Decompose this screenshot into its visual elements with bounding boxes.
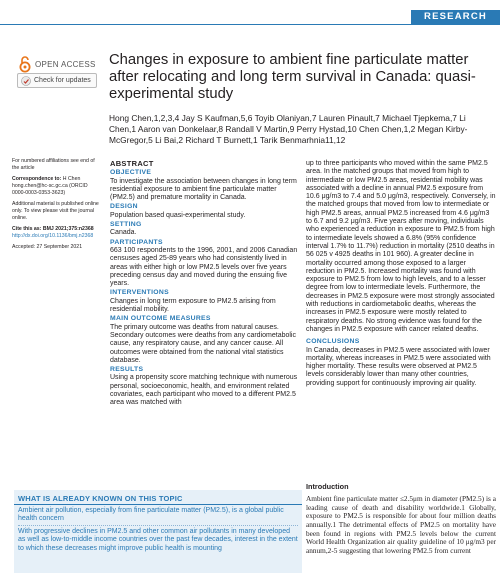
what-is-known-box (14, 490, 302, 573)
banner-rule (0, 24, 500, 25)
abstract-column-2 (306, 160, 496, 388)
known-item-1: Ambient air pollution, especially from fine particulate matter (PM2.5), is a global public health concern (18, 507, 284, 523)
setting-text: Canada. (110, 229, 137, 237)
objective-text: To investigate the association between changes in long term residential exposure to ambient fine particulate matter (PM2.5) and premature mortality in Canada. (110, 177, 297, 202)
objective-heading: OBJECTIVE (110, 169, 152, 177)
introduction-text: Ambient fine particulate matter ≤2.5μm in diameter (PM2.5) is a leading cause of death and disability worldwide.1 Globally, exposure to PM2.5 is responsible for about four million deaths annually.1 The detrimental effects of PM2.5 on mortality have been found in regions with PM2.5 levels below the current World Health Organization air quality guideline of 10 μg/m3 per annum,2-5 suggesting that lowering PM2.5 from current (306, 494, 496, 555)
introduction-heading: Introduction (306, 482, 349, 491)
introduction-section (306, 483, 496, 555)
what-is-known-rule (14, 504, 302, 505)
cite-label: Cite this as: BMJ 2021;375:n2368 (12, 226, 94, 232)
check-for-updates-button[interactable] (17, 73, 97, 88)
open-access-label: OPEN ACCESS (35, 59, 96, 69)
results-continued-text: up to three participants who moved within the same PM2.5 area. In the matched groups that moved from high to intermediate or low PM2.5 areas, residential mobility was associated with a decline in annual PM2.5 exposure from 10.6 μg/m3 to 7.4 and 5.0 μg/m3, respectively. Conversely, in the matched groups that moved from low to intermediate or high PM2.5 areas, annual PM2.5 increased from 4.6 μg/m3 to 6.7 and 9.2 μg/m3. Five years after moving, individuals who experienced a reduction in exposure to PM2.5 from high to intermediate levels showed a 6.8% (95% confidence interval 1.7% to 11.7%) reduction in mortality (2510 deaths in 56 025 v 4925 deaths in 101 960). A greater decline in mortality occurred among those exposed to a larger reduction in PM2.5. Increased mortality was found with exposure to PM2.5 from low to high levels, and to a lesser degree from low to intermediate levels. Furthermore, the decreases in PM2.5 exposure were most strongly associated with reductions in cardiometabolic deaths, whereas the increases in PM2.5 exposure were mostly related to respiratory deaths. No strong evidence was found for the changes in PM2.5 exposure with cancer related deaths. (306, 160, 496, 333)
participants-text: 663 100 respondents to the 1996, 2001, and 2006 Canadian censuses aged 25-89 years who had consistently lived in areas with either high or low PM2.5 levels over five years preceding census day and moved during the ensuing five years. (110, 246, 298, 288)
journal-banner (0, 0, 500, 25)
affiliations-note: For numbered affiliations see end of the article (12, 158, 95, 171)
open-access-badge[interactable] (18, 55, 96, 73)
check-updates-icon (21, 76, 31, 86)
setting-heading: SETTING (110, 221, 142, 229)
abstract-column-1 (110, 160, 300, 408)
outcome-measures-text: The primary outcome was deaths from natural causes. Secondary outcomes were deaths from any cardiometabolic cause, any respiratory cause, and any cancer cause. All outcomes were obtained from the national vital statistics database. (110, 323, 296, 364)
article-title: Changes in exposure to ambient fine particulate matter after relocating and long term survival in Canada: quasi-experimental study (109, 52, 476, 102)
design-text: Population based quasi-experimental study. (110, 211, 246, 219)
correspondence-text[interactable]: H Chen hong.chen@hc-sc.gc.ca (ORCID 0000-0003-0353-3623) (12, 176, 88, 196)
open-access-lock-icon (18, 55, 32, 73)
participants-heading: PARTICIPANTS (110, 238, 163, 246)
doi-link[interactable]: http://dx.doi.org/10.1136/bmj.n2368 (12, 233, 94, 239)
what-is-known-heading: WHAT IS ALREADY KNOWN ON THIS TOPIC (18, 494, 183, 503)
outcome-measures-heading: MAIN OUTCOME MEASURES (110, 315, 211, 323)
interventions-text: Changes in long term exposure to PM2.5 arising from residential mobility. (110, 297, 276, 314)
article-sidebar (12, 158, 102, 255)
design-heading: DESIGN (110, 203, 138, 211)
section-tag: RESEARCH (411, 10, 500, 24)
results-text: Using a propensity score matching technique with numerous personal, socioeconomic, health, and environment related covariates, each participant who moved to a different PM2.5 area was matched with (110, 374, 298, 407)
conclusions-heading: CONCLUSIONS (306, 338, 360, 346)
additional-material-note: Additional material is published online only. To view please visit the journal online. (12, 201, 99, 221)
author-list: Hong Chen,1,2,3,4 Jay S Kaufman,5,6 Toyib Olaniyan,7 Lauren Pinault,7 Michael Tjepkema,7 Li Chen,1 Aaron van Donkelaar,8 Randall V Martin,9 Perry Hystad,10 Chen Chen,1,2 Megan Kirby-McGregor,5 Li Bai,2 Richard T Burnett,1 Tarik Benmarhnia11,12 (109, 113, 468, 145)
accepted-date: Accepted: 27 September 2021 (12, 244, 83, 250)
correspondence (12, 176, 102, 197)
citation (12, 226, 102, 240)
abstract-heading: ABSTRACT (110, 159, 154, 168)
check-updates-label: Check for updates (34, 77, 91, 84)
conclusions-text: In Canada, decreases in PM2.5 were associated with lower mortality, whereas increases in PM2.5 were associated with higher mortality. These results were observed at PM2.5 levels considerably lower than many other countries, providing support for continuously improving air quality. (306, 346, 491, 387)
known-item-separator (18, 525, 298, 526)
interventions-heading: INTERVENTIONS (110, 289, 169, 297)
results-heading: RESULTS (110, 366, 144, 374)
correspondence-label: Correspondence to: (12, 176, 62, 182)
known-item-2: With progressive declines in PM2.5 and other common air pollutants in many developed as well as low-to-middle income countries over the past few decades, interest in the extent to which these decreases might improve public health is mounting (18, 528, 298, 552)
